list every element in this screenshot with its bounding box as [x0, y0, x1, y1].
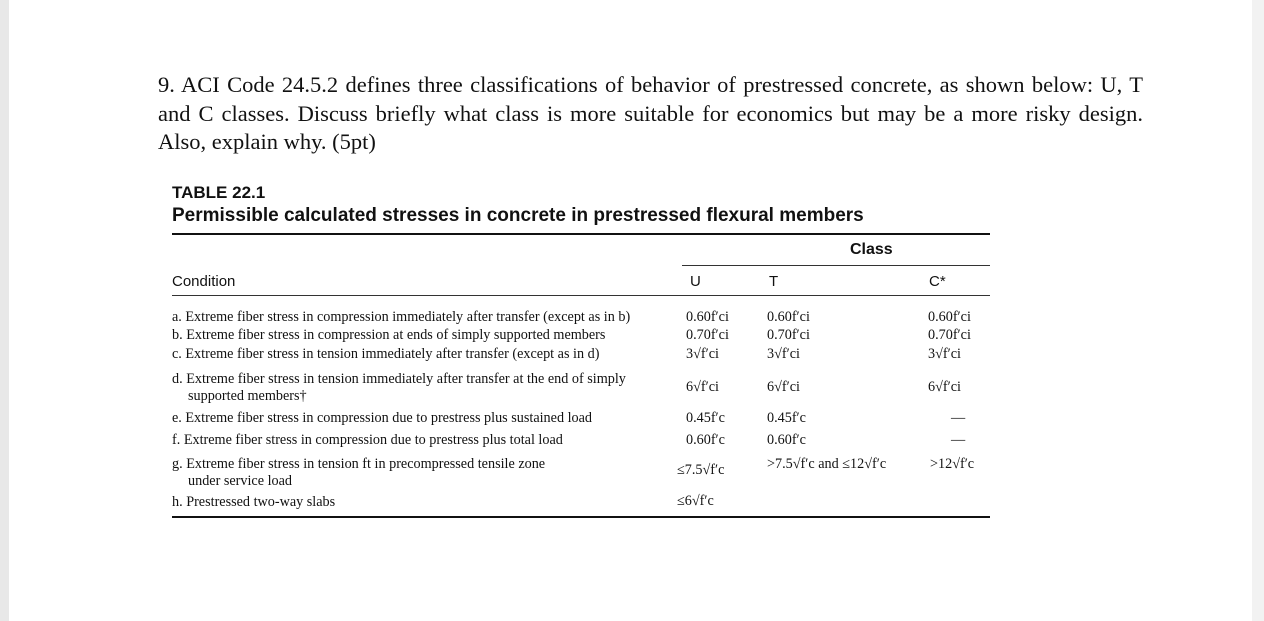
row-condition: e. Extreme fiber stress in compression due to prestress plus sustained load [172, 410, 593, 426]
row-h-u: ≤6√f′c [677, 493, 714, 509]
table-label: TABLE 22.1 [172, 183, 266, 202]
row-c-c: 3√f′ci [928, 346, 961, 362]
table-row-d [172, 371, 682, 405]
class-group-header: Class [850, 241, 893, 258]
row-condition: d. Extreme fiber stress in tension immediately after transfer at the end of simply [172, 371, 626, 387]
row-d-c: 6√f′ci [928, 379, 961, 395]
header-class-u: U [690, 273, 701, 290]
row-condition: f. Extreme fiber stress in compression due to prestress plus total load [172, 432, 563, 448]
row-c-t: 3√f′ci [767, 346, 800, 362]
table-row-f [172, 432, 682, 449]
table-row-a [172, 309, 682, 326]
row-g-t: >7.5√f′c and ≤12√f′c [767, 456, 887, 472]
row-e-t: 0.45f′c [767, 410, 806, 426]
row-b-t: 0.70f′ci [767, 327, 810, 343]
bottom-rule [172, 516, 990, 518]
row-a-u: 0.60f′ci [686, 309, 729, 325]
header-class-c: C* [929, 273, 946, 290]
row-d-t: 6√f′ci [767, 379, 800, 395]
row-condition: a. Extreme fiber stress in compression immediately after transfer (except as in b) [172, 309, 631, 325]
question-text: 9. ACI Code 24.5.2 defines three classifications of behavior of prestressed concrete, as shown below: U, T and C classes. Discuss briefly what class is more suitable for economics but may be a more risky design. Also, explain why. (5pt) [158, 72, 1143, 154]
row-condition: g. Extreme fiber stress in tension ft in precompressed tensile zone [172, 456, 546, 472]
row-f-t: 0.60f′c [767, 432, 806, 448]
row-e-u: 0.45f′c [686, 410, 725, 426]
row-g-c: >12√f′c [930, 456, 975, 472]
row-g-u: ≤7.5√f′c [677, 462, 725, 478]
row-c-u: 3√f′ci [686, 346, 719, 362]
table-row-h [172, 494, 682, 511]
table-row-g [172, 456, 682, 490]
header-rule [172, 295, 990, 296]
table-caption: Permissible calculated stresses in concrete in prestressed flexural members [172, 205, 864, 226]
top-rule [172, 233, 990, 235]
left-margin [0, 0, 9, 621]
table-row-c [172, 346, 682, 363]
row-b-c: 0.70f′ci [928, 327, 971, 343]
stress-table [172, 180, 990, 510]
row-e-c: — [951, 410, 966, 426]
header-class-t: T [769, 273, 779, 290]
table-row-b [172, 327, 682, 344]
row-condition: c. Extreme fiber stress in tension immediately after transfer (except as in d) [172, 346, 600, 362]
row-condition: b. Extreme fiber stress in compression at ends of simply supported members [172, 327, 606, 343]
row-d-u: 6√f′ci [686, 379, 719, 395]
row-condition-continued: under service load [188, 473, 292, 489]
right-margin [1252, 0, 1264, 621]
class-rule [682, 265, 990, 266]
header-condition: Condition [172, 273, 236, 290]
row-condition-continued: supported members† [188, 388, 307, 404]
row-b-u: 0.70f′ci [686, 327, 729, 343]
row-condition: h. Prestressed two-way slabs [172, 494, 336, 510]
row-a-t: 0.60f′ci [767, 309, 810, 325]
row-f-u: 0.60f′c [686, 432, 725, 448]
row-a-c: 0.60f′ci [928, 309, 971, 325]
table-row-e [172, 410, 682, 427]
row-f-c: — [951, 432, 966, 448]
